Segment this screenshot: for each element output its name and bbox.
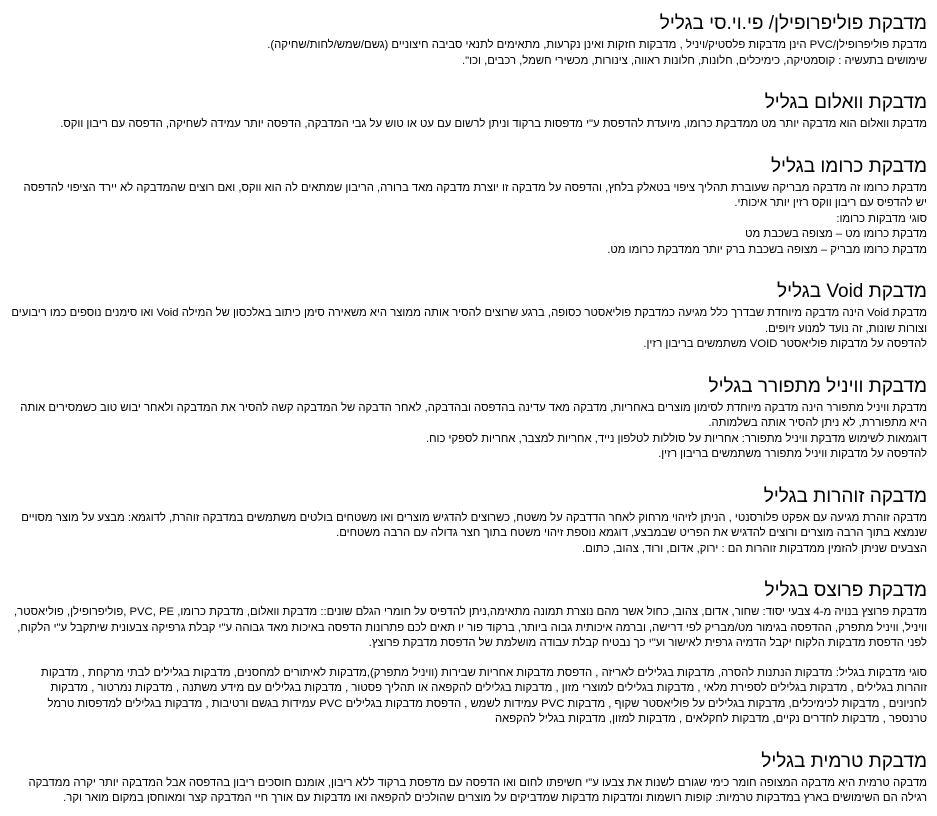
section-paragraph: מדבקת Void הינה מדבקה מיוחדת שבדרך כלל מגיעה כמדבקת פוליאסטר כסופה, ברגע שרוצים להסיר אותה ממוצר היא משאירה סימן כיתוב באלכסון של המילה Void ואו סימנים נוספים כמו ריבועים וצורות שונות, זה נועד למנוע זיופים.: [11, 307, 927, 335]
section-title: מדבקת כרומו בגליל: [770, 155, 927, 177]
section-paragraph: מדבקת וואלום הוא מדבקה יותר מט ממדבקת כרומו, מיועדת להדפסת ע"י מדפסות ברקוד וניתן לרשום עם עט או טוש על גבי המדבקה, הדפסה יותר עמידה לשחיקה, הדפסה עם ריבון ווקס.: [60, 118, 927, 130]
section-paragraph: דוגמאות לשימוש מדבקת וויניל מתפורר: אחריות על סוללות לטלפון נייד, אחריות למצבר, אחריות לספקי כוח.: [425, 432, 927, 445]
section-title: מדבקת טרמית בגליל: [761, 750, 927, 772]
section-paragraph: מדבקת פוליפרופילן/PVC הינן מדבקות פלסטיק/ויניל , מדבקות חזקות ואינן נקרעות, מתאימים לתנאי סביבה חיצוניים (גשם/שמש/לחות/שחיקה).: [267, 39, 927, 51]
section-thermal: [10, 750, 927, 807]
section-paragraph: מדבקת כרומו זה מדבקה מבריקה שעוברת תהליך ציפוי בטאלק בלחץ, והדפסה על מדבקה זו יוצרת מדבקה מאד ברורה, הריבון שמתאים לה הוא ווקס, ואם רוצים שהמדבקה לא יירד הציפוי להדפסה יש להדפיס עם ריבון ווקס רזין יותר איכותי.: [23, 181, 927, 209]
section-paragraph: הצבעים שניתן להזמין ממדבקות זוהרות הם : ירוק, אדום, ורוד, צהוב, כתום.: [582, 542, 927, 555]
section-paragraph: סוגי מדבקות בגליל: מדבקות הנתנות להסרה, מדבקות בגלילים לאריזה , הדפסת מדבקות אחריות שבירות (וויניל מתפרק),מדבקות לאיתורים למחסנים, מדבקות בגלילים לבתי מרקחת , מדבקות זוהרות בגלילים , מדבקות בגלילים לספירת מלאי , מדבקות בגלילים למוצרי מזון , מדבקות בגלילים להקפאה או תהליך פסטור , מדבקות בגלילים עם מידע משתנה , מדבקות נמרטור , מדבקות לחניונים , מדבקות לכימיכלים, מדבקות בגלילים על פוליאסטר שקוף , מדבקות PVC עמידות לשמש , הדפסת מדבקות בגלילים PVC עמידות בגשם ורטיבות , מדבקות בגלילים למדפסות טרמל טרנספר , מדבקות לחדרים נקיים, מדבקות לחקלאים , מדבקות למזון, מדבקות בגליל להקפאה: [41, 666, 927, 725]
section-paragraph: להדפסה על מדבקות פוליאסטר VOID משתמשים בריבון רזין.: [643, 338, 927, 350]
section-paragraph: מדבקה זוהרת מגיעה עם אפקט פלורסנטי , הניתן לזיהוי מרחוק לאחר הדדבקה על משטח, כשרוצים להדגיש מוצרים ואו משטחים בולטים משתמשים במדבקה זוהרת, לדוגמא: מבצע על מוצר מסויים שנמצא בתוך הרבה מוצרים ורוצים להדגיש את הפריט שבמבצע, דוגמא נוספת זיהוי משטח בתוך חצר גדולה עם הרבה משטחים.: [21, 511, 927, 539]
section-title: מדבקת וויניל מתפורר בגליל: [708, 375, 927, 397]
section-chromo: [10, 155, 927, 259]
section-title: מדבקת פרוצס בגליל: [764, 580, 927, 601]
section-paragraph: להדפסה על מדבקות וויניל מתפורר משתמשים בריבון רזין.: [658, 448, 927, 460]
section-paragraph: מדבקה טרמית היא מדבקה המצופה חומר כימי שגורם לשנות את צבעו ע"י חשיפתו לחום ואו הדפסה עם מדפסת ברקוד ללא ריבון, אומנם חוסכים ריבון בהדפסה אבל המדבקה יותר יקרה ממדבקה רגילה הם השימושים בארץ במדבקות טרמיות: קופות רושמות ומדבקות מדבקות שמדביקים על מוצרים שהולכים להקפאה ואו מדבקות עם אורך חיי המדבקה קצר ומאוחסן במקום מואר וקר.: [28, 776, 927, 804]
section-valum: [10, 91, 927, 133]
section-polypropylene: [10, 12, 927, 69]
section-paragraph: שימושים בתעשיה : קוסמטיקה, כימיכלים, חלונות, חלונות ראווה, צינורות, מכשירי חשמל, רכבים, וכו".: [462, 54, 927, 67]
section-paragraph: מדבקת וויניל מתפורר הינה מדבקה מיוחדת לסימון מוצרים באחריות, מדבקה מאד עדינה בהדפסה ובהדבקה, לאחר הדבקה של המדבקה קשה להסיר את המדבקה ולאחר יבוש טוב כשמסירים אותה היא מתפוררת, לא ניתן להסיר אותה בשלמותה.: [20, 401, 927, 429]
section-title: מדבקת פוליפרופילן/ פי.וי.סי בגליל: [659, 13, 927, 34]
section-paragraph: מדבקת כרומו מט – מצופה בשכבת מט: [745, 228, 927, 240]
section-title: מדבקת Void בגליל: [777, 281, 927, 302]
section-vinyl-destructible: [10, 375, 927, 463]
section-paragraph: סוגי מדבקות כרומו:: [836, 212, 927, 225]
section-process: [10, 579, 927, 728]
section-paragraph: מדבקת כרומו מבריק – מצופה בשכבת ברק יותר ממדבקת כרומו מט.: [607, 243, 927, 256]
section-paragraph: מדבקת פרוצץ בנויה מ-4 צבעי יסוד: שחור, אדום, צהוב, כחול אשר מהם נוצרת תמונה מתאימה,ניתן להדפיס על חומרי הגלם שונים:: מדבקת וואלום, מדבקת כרומו, PVC, PE ,פוליפרופילן, פוליאסטר, וויניל, וויניל מתפרק, ההדפסה בגימור מט/מבריק לפי דרישה, וברמה איכותית גבוה ביותר, ברקוד פור יו תאים לכם פתרונות הדפסה באיכות מאד גבוהה ע"י קבלת גרפיקה צבעונית שיתקבל ע"י הלקוח, לפני הדפסת מדבקות הלקוח יקבל הדמיה גרפית לאישור וע"י כך נבטיח קבלת עבודה מושלמת של הדפסת מדבקת פרוצץ.: [14, 606, 927, 649]
section-title: מדבקה זוהרות בגליל: [763, 485, 927, 507]
section-fluorescent: [10, 485, 927, 558]
section-title: מדבקת וואלום בגליל: [764, 92, 927, 113]
section-void: [10, 280, 927, 353]
